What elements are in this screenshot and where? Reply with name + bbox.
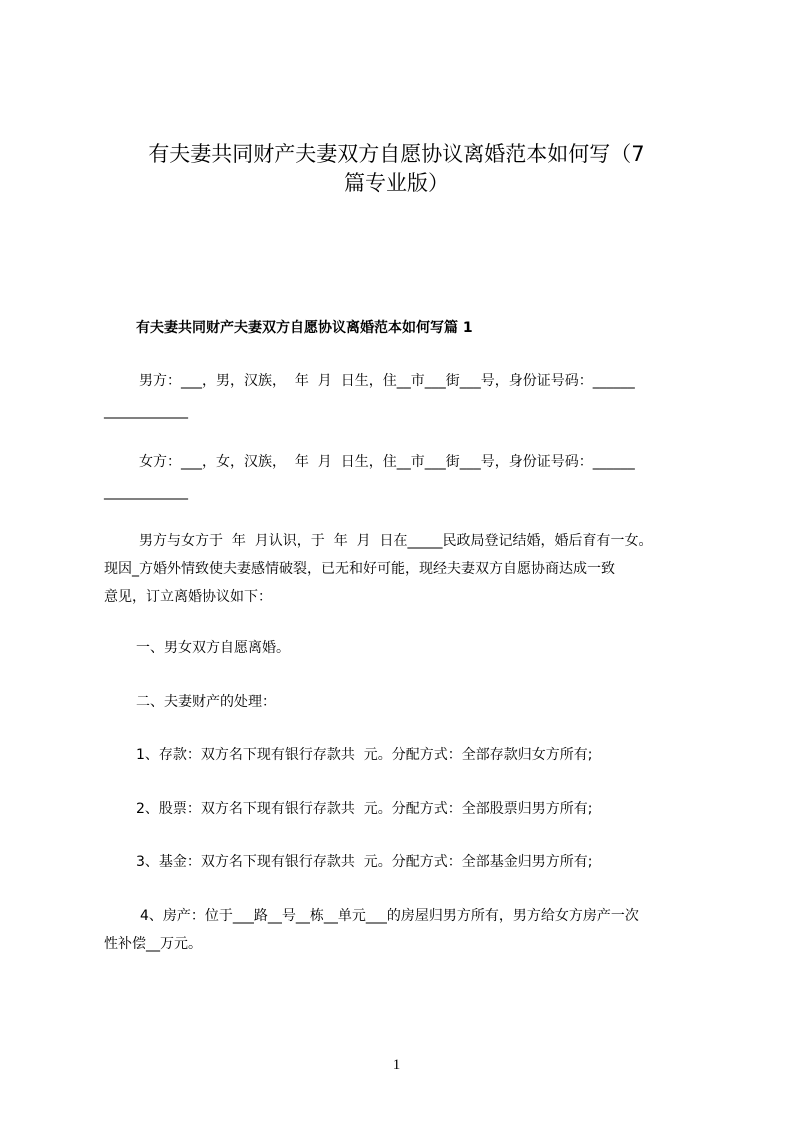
item-3-funds: 3、基金：双方名下现有银行存款共 元。分配方式：全部基金归男方所有;: [136, 854, 593, 870]
man-party-line-2: ____________: [104, 403, 188, 419]
clause-1: 一、男女双方自愿离婚。: [136, 640, 290, 656]
section-heading: 有夫妻共同财产夫妻双方自愿协议离婚范本如何写篇 1: [136, 320, 473, 336]
document-title: [100, 140, 693, 198]
item-4-property-line-1: 4、房产：位于___路__号__栋__单元___的房屋归男方所有，男方给女方房产一次: [140, 908, 639, 924]
item-1-deposits: 1、存款：双方名下现有银行存款共 元。分配方式：全部存款归女方所有;: [136, 747, 593, 763]
intro-paragraph-line-2: 现因_方婚外情致使夫妻感情破裂，已无和好可能，现经夫妻双方自愿协商达成一致: [104, 561, 615, 577]
intro-paragraph-line-1: 男方与女方于 年 月认识，于 年 月 日在_____民政局登记结婚，婚后育有一女。: [139, 533, 653, 549]
man-party-line-1: 男方：___，男，汉族， 年 月 日生，住__市___街___号，身份证号码：______: [139, 373, 635, 389]
clause-2: 二、夫妻财产的处理：: [136, 694, 276, 710]
woman-party-line-1: 女方：___，女，汉族， 年 月 日生，住__市___街___号，身份证号码：______: [139, 454, 635, 470]
document-title-line-1: 有夫妻共同财产夫妻双方自愿协议离婚范本如何写（7: [148, 142, 645, 166]
document-title-line-2: 篇专业版）: [344, 171, 449, 195]
page-number: 1: [392, 1057, 401, 1073]
woman-party-line-2: ____________: [104, 484, 188, 500]
item-4-property-line-2: 性补偿__万元。: [104, 936, 202, 952]
item-2-stocks: 2、股票：双方名下现有银行存款共 元。分配方式：全部股票归男方所有;: [136, 801, 593, 817]
intro-paragraph-line-3: 意见，订立离婚协议如下：: [104, 589, 272, 605]
